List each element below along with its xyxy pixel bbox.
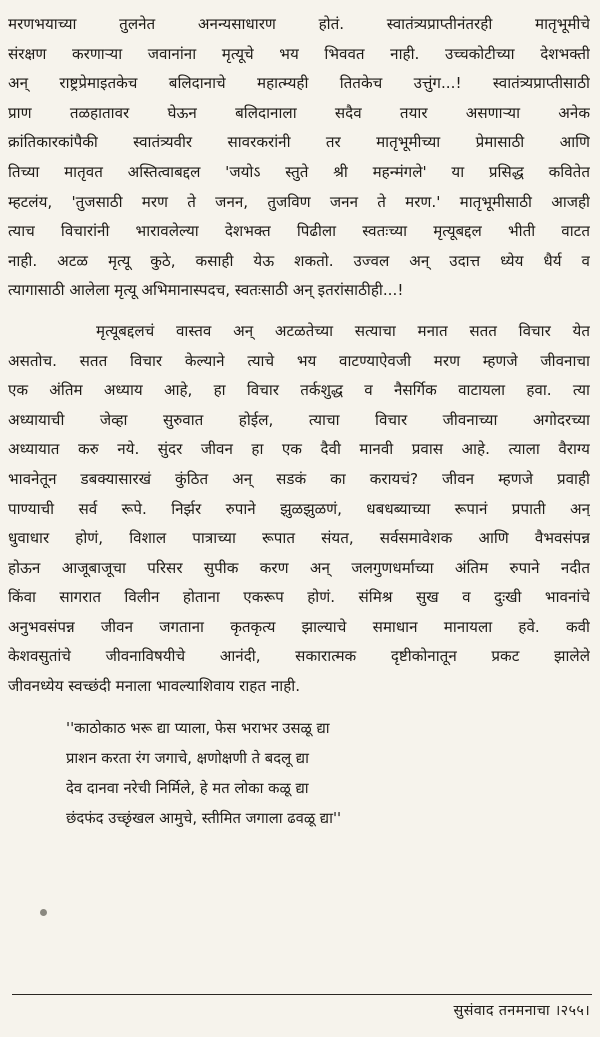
- text-line: केशवसुतांचे जीवनाविषयीचे आनंदी, सकारात्मक दृष्टीकोनातून प्रकट झालेले: [8, 647, 590, 666]
- paragraph-1: [8, 10, 590, 306]
- text-line: त्याच विचारांनी भारावलेल्या देशभक्त पिढीला स्वतःच्या मृत्यूबद्दल भीती वाटत: [8, 222, 590, 241]
- poem-line: प्राशन करता रंग जगाचे, क्षणोक्षणी ते बदलू द्या: [66, 749, 309, 767]
- text-line: धुवाधार होणं, विशाल पात्राच्या रूपात संयत, सर्वसमावेशक आणि वैभवसंपन्न: [8, 529, 590, 548]
- page-footer: सुसंवाद तनमनाचा ।२५५।: [453, 1003, 590, 1019]
- text-line: जीवनध्येय स्वच्छंदी मनाला भावल्याशिवाय राहत नाही.: [8, 677, 301, 696]
- text-line: मरणभयाच्या तुलनेत अनन्यसाधारण होतं. स्वातंत्र्यप्राप्तीनंतरही मातृभूमीचे: [8, 15, 590, 33]
- poem-line: ''काठोकाठ भरू द्या प्याला, फेस भराभर उसळू द्या: [66, 719, 330, 737]
- text-line: संरक्षण करणाऱ्या जवानांना मृत्यूचे भय भिववत नाही. उच्चकोटीच्या देशभक्ती: [8, 44, 590, 63]
- text-line: मृत्यूबद्दलचं वास्तव अन् अटळतेच्या सत्याचा मनात सतत विचार येत: [96, 321, 590, 340]
- text-line: नाही. अटळ मृत्यू कुठे, कसाही येऊ शकतो. उज्वल अन् उदात्त ध्येय धैर्य व: [8, 251, 590, 270]
- poem-line: देव दानवा नरेची निर्मिले, हे मत लोका कळू द्या: [66, 779, 309, 797]
- text-line: तिच्या मातृवत अस्तित्वाबद्दल 'जयोऽ स्तुते श्री महन्मंगले' या प्रसिद्ध कवितेत: [8, 162, 590, 181]
- text-line: अध्यायाची जेव्हा सुरुवात होईल, त्याचा विचार जीवनाच्या अगोदरच्या: [8, 410, 590, 429]
- text-line: असतोच. सतत विचार केल्याने त्याचे भय वाटण्याऐवजी मरण म्हणजे जीवनाचा: [8, 351, 590, 370]
- text-line: भावनेतून डबक्यासारखं कुंठित अन् सडकं का करायचं? जीवन म्हणजे प्रवाही: [8, 469, 590, 488]
- text-line: क्रांतिकारकांपैकी स्वातंत्र्यवीर सावरकरांनी तर मातृभूमीच्या प्रेमासाठी आणि: [8, 133, 590, 152]
- text-line: प्राण तळहातावर घेऊन बलिदानाला सदैव तयार असणाऱ्या अनेक: [8, 103, 590, 122]
- bullet-dot-icon: [40, 909, 47, 916]
- poem-line: छंदफंद उच्छृंखल आमुचे, स्तीमित जगाला ढवळू द्या'': [66, 809, 342, 827]
- text-line: किंवा सागरात विलीन होताना एकरूप होणं. संमिश्र सुख व दुःखी भावनांचे: [8, 588, 590, 607]
- text-line: पाण्याची सर्व रूपे. निर्झर रुपाने झुळझुळणं, धबधब्याच्या रूपानं प्रपाती अन्: [8, 499, 590, 518]
- text-line: म्हटलंय, 'तुजसाठी मरण ते जनन, तुजविण जनन ते मरण.' मातृभूमीसाठी आजही: [8, 192, 590, 211]
- footer-rule: [12, 994, 592, 995]
- text-line: होऊन आजूबाजूचा परिसर सुपीक करण अन् जलगुणधर्माच्या अंतिम रुपाने नदीत: [8, 558, 590, 577]
- text-line: अध्यायात करु नये. सुंदर जीवन हा एक दैवी मानवी प्रवास आहे. त्याला वैराग्य: [8, 440, 590, 459]
- paragraph-2: [8, 317, 590, 702]
- poem-quote: [8, 714, 590, 833]
- text-line: अनुभवसंपन्न जीवन जगताना कृतकृत्य झाल्याचे समाधान मानायला हवे. कवी: [8, 617, 590, 636]
- text-line: एक अंतिम अध्याय आहे, हा विचार तर्कशुद्ध व नैसर्गिक वाटायला हवा. त्या: [8, 381, 590, 400]
- text-line: त्यागासाठी आलेला मृत्यू अभिमानास्पदच, स्वतःसाठी अन् इतरांसाठीही...!: [8, 281, 404, 300]
- text-line: अन् राष्ट्रप्रेमाइतकेच बलिदानाचे महात्म्यही तितकेच उत्तुंग...! स्वातंत्र्यप्राप्तीसाठी: [8, 74, 590, 93]
